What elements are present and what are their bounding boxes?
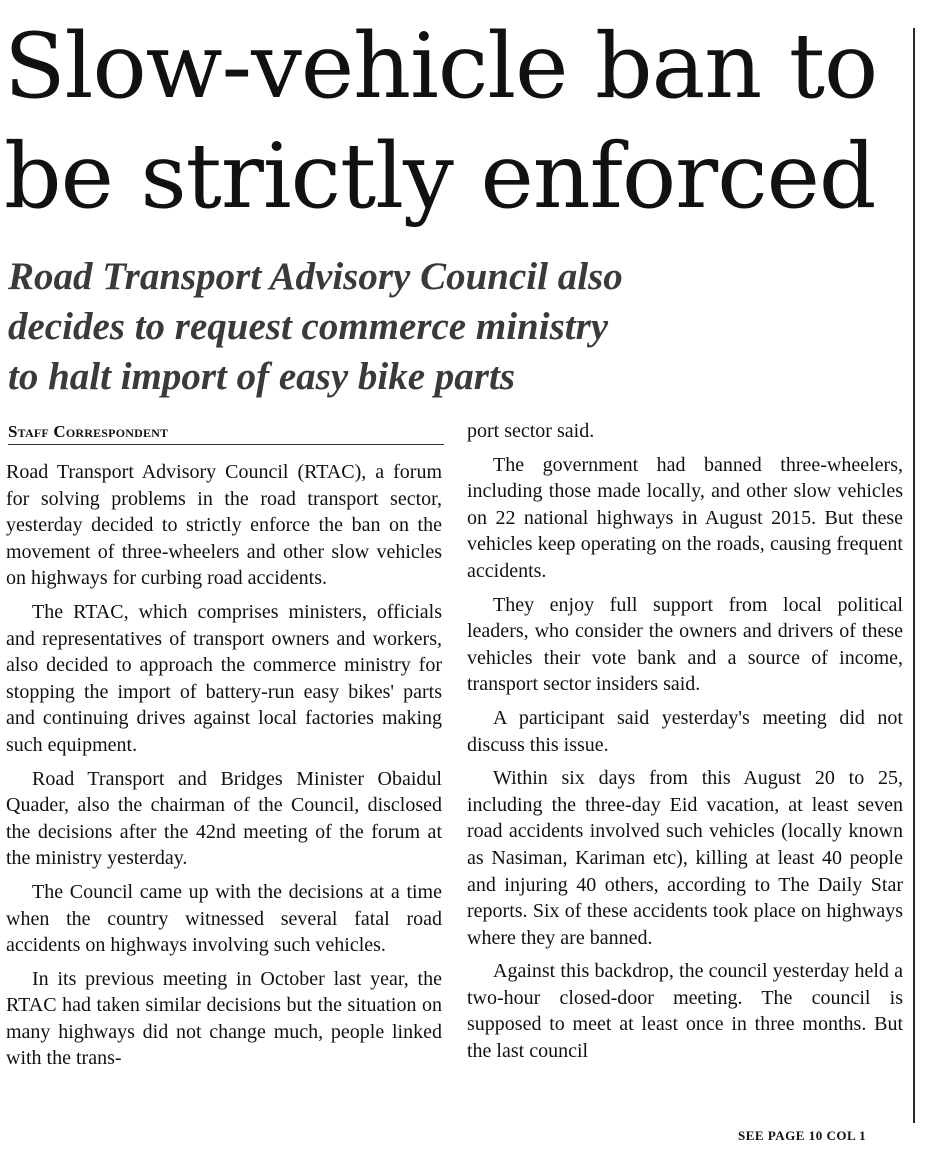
jump-line: SEE PAGE 10 COL 1 (738, 1128, 867, 1143)
paragraph: Road Transport and Bridges Minister Obaidul Quader, also the chairman of the Council, disclosed the decisions after the 42nd meeting of the forum at the ministry yesterday. (6, 767, 442, 870)
article-column-2 (467, 418, 903, 1072)
subheadline (8, 252, 908, 402)
paragraph: A participant said yesterday's meeting did not discuss this issue. (467, 706, 903, 756)
paragraph: Against this backdrop, the council yesterday held a two-hour closed-door meeting. The council is supposed to meet at least once in three months. But the last council (467, 960, 903, 1063)
paragraph: port sector said. (467, 420, 595, 442)
paragraph: Within six days from this August 20 to 25, including the three-day Eid vacation, at least seven road accidents involved such vehicles (locally known as Nasiman, Kariman etc), killing at least 40 people and injuring 40 others, according to The Daily Star reports. Six of these accidents took place on highways where they are banned. (467, 767, 903, 949)
headline-line-1: Slow-vehicle ban to (4, 14, 878, 119)
column-rule (913, 28, 915, 1123)
headline-line-2: be strictly enforced (4, 124, 876, 229)
byline: Staff Correspondent (8, 422, 169, 441)
subheadline-line-3: to halt import of easy bike parts (8, 355, 515, 398)
paragraph: Road Transport Advisory Council (RTAC), a forum for solving problems in the road transport sector, yesterday decided to strictly enforce the ban on the movement of three-wheelers and other slow vehicles on highways for curbing road accidents. (6, 461, 442, 590)
paragraph: The government had banned three-wheelers, including those made locally, and other slow vehicles on 22 national highways in August 2015. But these vehicles keep operating on the roads, causing frequent accidents. (467, 453, 903, 582)
subheadline-line-1: Road Transport Advisory Council also (8, 255, 623, 298)
paragraph: They enjoy full support from local political leaders, who consider the owners and drivers of these vehicles their vote bank and a source of income, transport sector insiders said. (467, 593, 903, 696)
headline (4, 12, 904, 232)
paragraph: In its previous meeting in October last year, the RTAC had taken similar decisions but the situation on many highways did not change much, people linked with the trans- (6, 967, 442, 1070)
article-column-1 (6, 459, 442, 1079)
byline-divider (8, 444, 444, 445)
subheadline-line-2: decides to request commerce ministry (8, 305, 609, 348)
paragraph: The RTAC, which comprises ministers, officials and representatives of transport owners and workers, also decided to approach the commerce ministry for stopping the import of battery-run easy bikes' parts and continuing drives against local factories making such equipment. (6, 600, 442, 756)
paragraph: The Council came up with the decisions at a time when the country witnessed several fatal road accidents on highways involving such vehicles. (6, 880, 442, 957)
